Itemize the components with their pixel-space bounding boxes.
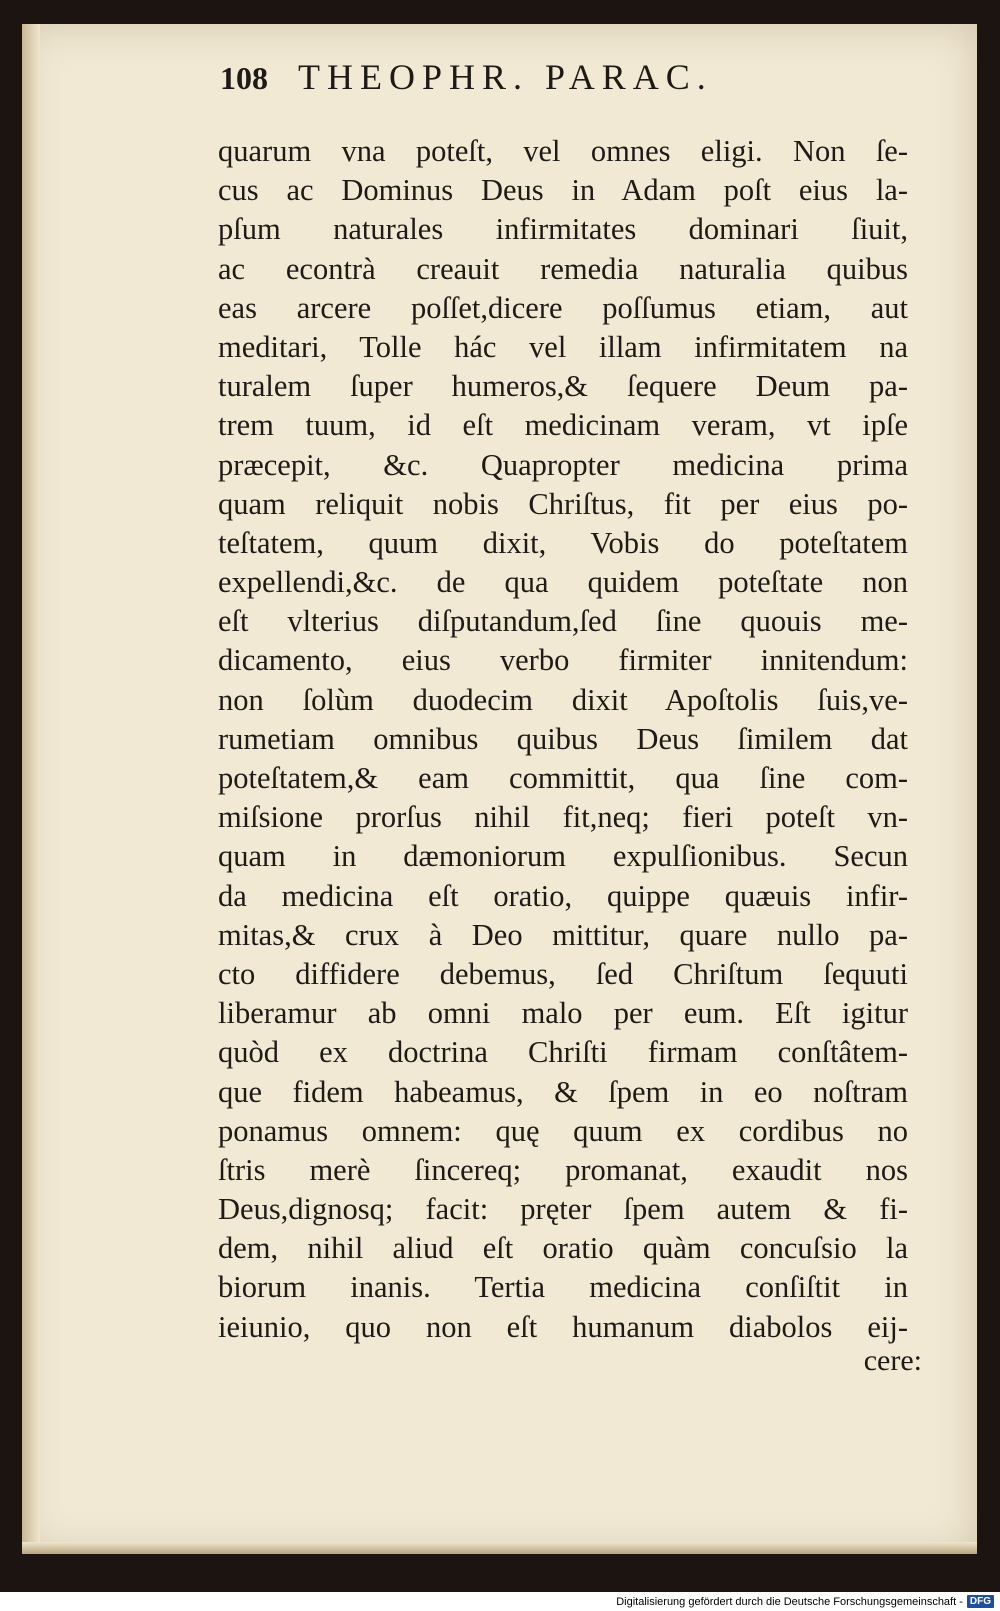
text-line: Deus,dignosq; facit: pręter ſpem autem & fi- xyxy=(218,1192,908,1227)
text-line: ieiunio, quo non eſt humanum diabolos eij- xyxy=(218,1309,908,1344)
text-line: eſt vlterius diſputandum,ſed ſine quouis me- xyxy=(218,604,908,639)
footer-credit-text: Digitalisierung gefördert durch die Deutsche Forschungsgemeinschaft - xyxy=(616,1595,963,1608)
text-line: biorum inanis. Tertia medicina conſiſtit in xyxy=(218,1270,908,1305)
text-line: turalem ſuper humeros,& ſequere Deum pa- xyxy=(218,369,908,404)
text-line: eas arcere poſſet,dicere poſſumus etiam, aut xyxy=(218,290,908,325)
body-text xyxy=(218,132,908,1347)
text-line: præcepit, &c. Quapropter medicina prima xyxy=(218,447,908,482)
text-line: quòd ex doctrina Chriſti firmam conſtâtem- xyxy=(218,1035,908,1070)
text-line: ſtris merè ſincereq; promanat, exaudit nos xyxy=(218,1152,908,1187)
text-line: cto diffidere debemus, ſed Chriſtum ſequuti xyxy=(218,956,908,991)
running-head xyxy=(220,56,820,98)
text-line: quarum vna poteſt, vel omnes eligi. Non ſe- xyxy=(218,134,908,168)
text-line: ponamus omnem: quę quum ex cordibus no xyxy=(218,1113,908,1148)
text-line: expellendi,&c. de qua quidem poteſtate non xyxy=(218,565,908,600)
text-line: teſtatem, quum dixit, Vobis do poteſtatem xyxy=(218,525,908,560)
text-line: ac econtrà creauit remedia naturalia quibus xyxy=(218,251,908,286)
page-edge-left xyxy=(22,24,40,1554)
text-line: meditari, Tolle hác vel illam infirmitatem na xyxy=(218,329,908,364)
text-line: quam in dæmoniorum expulſionibus. Secun xyxy=(218,839,908,874)
text-line: pſum naturales infirmitates dominari ſiuit, xyxy=(218,212,908,247)
text-line: da medicina eſt oratio, quippe quæuis infir- xyxy=(218,878,908,913)
text-line: mitas,& crux à Deo mittitur, quare nullo pa- xyxy=(218,917,908,952)
digitization-footer xyxy=(0,1592,1000,1611)
text-line: poteſtatem,& eam committit, qua ſine com- xyxy=(218,761,908,795)
text-line: cus ac Dominus Deus in Adam poſt eius la- xyxy=(218,173,908,208)
text-line: que fidem habeamus, & ſpem in eo noſtram xyxy=(218,1074,908,1109)
text-line: trem tuum, id eſt medicinam veram, vt ipſe xyxy=(218,408,908,443)
text-line: dicamento, eius verbo firmiter innitendum: xyxy=(218,643,908,678)
text-line: quam reliquit nobis Chriſtus, fit per eius po- xyxy=(218,486,908,521)
text-line: non ſolùm duodecim dixit Apoſtolis ſuis,ve- xyxy=(218,682,908,717)
running-head-title: THEOPHR. PARAC. xyxy=(298,57,713,97)
catchword: cere: xyxy=(863,1344,922,1377)
text-line: dem, nihil aliud eſt oratio quàm concuſsio la xyxy=(218,1231,908,1266)
page-number: 108 xyxy=(220,60,268,96)
text-line: rumetiam omnibus quibus Deus ſimilem dat xyxy=(218,721,908,756)
dfg-logo-icon: DFG xyxy=(967,1595,994,1608)
text-line: liberamur ab omni malo per eum. Eſt igitur xyxy=(218,996,908,1031)
text-line: miſsione prorſus nihil fit,neq; fieri poteſt vn- xyxy=(218,800,908,835)
page-edge-bottom xyxy=(22,1542,977,1554)
